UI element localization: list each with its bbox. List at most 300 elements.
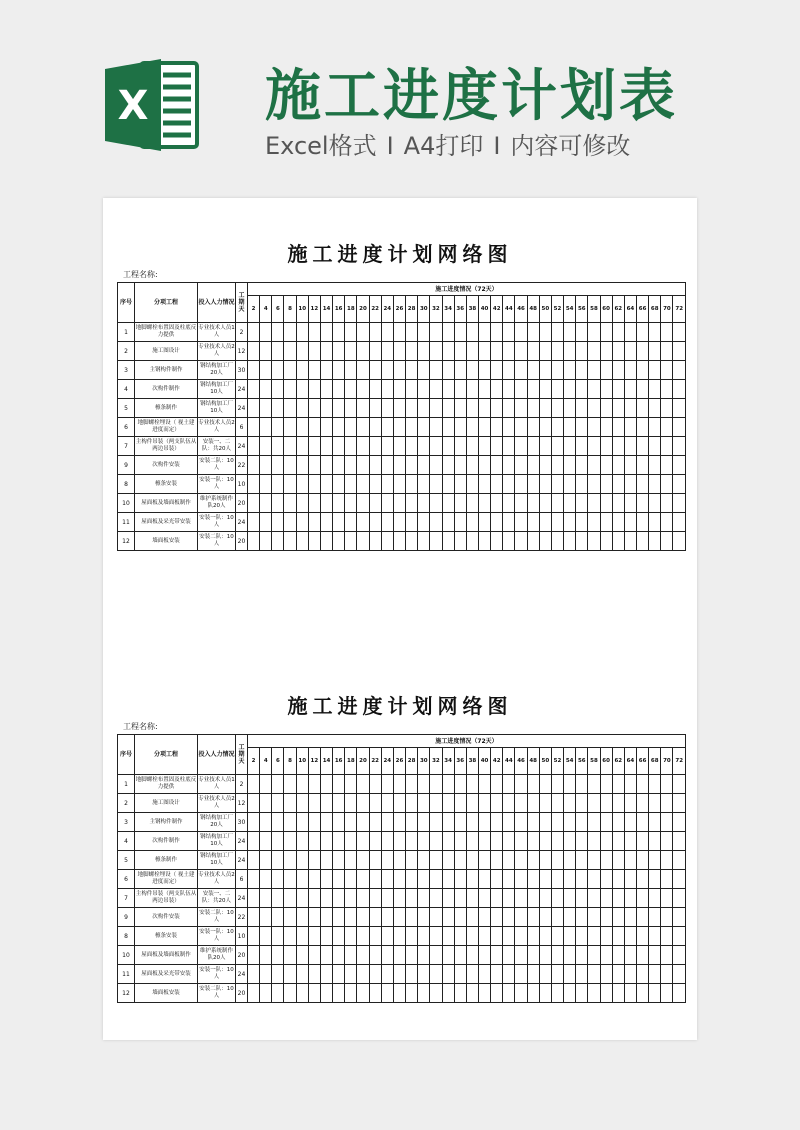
gantt-cell xyxy=(539,889,551,908)
gantt-cell xyxy=(600,965,612,984)
gantt-cell xyxy=(442,342,454,361)
gantt-cell xyxy=(296,984,308,1003)
row-duration: 24 xyxy=(236,851,248,870)
day-tick: 6 xyxy=(272,748,284,775)
gantt-cell xyxy=(588,851,600,870)
gantt-cell xyxy=(600,323,612,342)
gantt-cell xyxy=(588,832,600,851)
gantt-cell xyxy=(272,889,284,908)
row-work-item: 主钢构件制作 xyxy=(135,813,198,832)
day-tick: 18 xyxy=(345,748,357,775)
gantt-cell xyxy=(308,870,320,889)
gantt-cell xyxy=(491,475,503,494)
gantt-cell xyxy=(600,532,612,551)
table-row xyxy=(118,399,686,418)
gantt-cell xyxy=(491,494,503,513)
day-tick: 10 xyxy=(296,296,308,323)
gantt-cell xyxy=(588,380,600,399)
gantt-cell xyxy=(551,380,563,399)
gantt-cell xyxy=(612,399,624,418)
gantt-cell xyxy=(418,380,430,399)
gantt-cell xyxy=(320,494,332,513)
row-work-item: 地脚螺栓埋设（ 视土建进度而定） xyxy=(135,870,198,889)
row-duration: 30 xyxy=(236,361,248,380)
gantt-cell xyxy=(649,475,661,494)
row-resources: 专业技术人员2人 xyxy=(198,870,236,889)
gantt-cell xyxy=(661,475,673,494)
gantt-cell xyxy=(491,946,503,965)
gantt-cell xyxy=(661,851,673,870)
gantt-cell xyxy=(551,418,563,437)
gantt-cell xyxy=(588,342,600,361)
gantt-cell xyxy=(515,399,527,418)
gantt-cell xyxy=(649,984,661,1003)
gantt-cell xyxy=(637,984,649,1003)
gantt-cell xyxy=(612,418,624,437)
gantt-cell xyxy=(454,475,466,494)
gantt-cell xyxy=(539,342,551,361)
day-tick: 60 xyxy=(600,296,612,323)
row-duration: 30 xyxy=(236,813,248,832)
gantt-cell xyxy=(260,456,272,475)
gantt-cell xyxy=(345,832,357,851)
gantt-cell xyxy=(454,946,466,965)
gantt-cell xyxy=(357,380,369,399)
gantt-cell xyxy=(612,908,624,927)
day-tick: 44 xyxy=(503,296,515,323)
row-duration: 24 xyxy=(236,889,248,908)
row-resources: 专业技术人员2人 xyxy=(198,794,236,813)
gantt-cell xyxy=(442,813,454,832)
excel-logo-letter: X xyxy=(117,83,149,129)
gantt-cell xyxy=(454,399,466,418)
gantt-cell xyxy=(539,832,551,851)
gantt-cell xyxy=(624,437,636,456)
table-row xyxy=(118,908,686,927)
row-resources: 安装一队：10人 xyxy=(198,513,236,532)
row-duration: 12 xyxy=(236,794,248,813)
gantt-cell xyxy=(466,494,478,513)
gantt-cell xyxy=(442,908,454,927)
gantt-cell xyxy=(673,475,686,494)
table-row xyxy=(118,870,686,889)
gantt-cell xyxy=(454,418,466,437)
gantt-cell xyxy=(612,456,624,475)
gantt-cell xyxy=(491,832,503,851)
gantt-cell xyxy=(357,889,369,908)
schedule-table xyxy=(117,282,686,551)
table-row xyxy=(118,851,686,870)
gantt-cell xyxy=(515,889,527,908)
row-no: 6 xyxy=(118,418,135,437)
gantt-cell xyxy=(564,870,576,889)
gantt-cell xyxy=(588,532,600,551)
gantt-cell xyxy=(248,813,260,832)
gantt-cell xyxy=(442,965,454,984)
gantt-cell xyxy=(539,984,551,1003)
gantt-cell xyxy=(588,813,600,832)
gantt-cell xyxy=(466,813,478,832)
gantt-cell xyxy=(296,965,308,984)
gantt-cell xyxy=(564,323,576,342)
gantt-cell xyxy=(333,342,345,361)
gantt-cell xyxy=(381,775,393,794)
gantt-cell xyxy=(406,418,418,437)
gantt-cell xyxy=(284,794,296,813)
gantt-cell xyxy=(491,342,503,361)
gantt-cell xyxy=(515,361,527,380)
gantt-cell xyxy=(320,342,332,361)
gantt-cell xyxy=(284,380,296,399)
gantt-cell xyxy=(527,513,539,532)
gantt-cell xyxy=(345,323,357,342)
gantt-cell xyxy=(539,794,551,813)
gantt-cell xyxy=(539,323,551,342)
gantt-cell xyxy=(406,399,418,418)
gantt-cell xyxy=(320,832,332,851)
gantt-cell xyxy=(649,832,661,851)
gantt-cell xyxy=(491,813,503,832)
gantt-cell xyxy=(588,870,600,889)
gantt-cell xyxy=(600,889,612,908)
gantt-cell xyxy=(539,775,551,794)
gantt-cell xyxy=(466,984,478,1003)
gantt-cell xyxy=(515,946,527,965)
gantt-cell xyxy=(576,927,588,946)
gantt-cell xyxy=(503,380,515,399)
gantt-cell xyxy=(357,813,369,832)
gantt-cell xyxy=(296,437,308,456)
gantt-cell xyxy=(284,889,296,908)
gantt-cell xyxy=(600,832,612,851)
gantt-cell xyxy=(649,342,661,361)
gantt-cell xyxy=(564,908,576,927)
gantt-cell xyxy=(357,418,369,437)
gantt-cell xyxy=(406,870,418,889)
gantt-cell xyxy=(260,513,272,532)
gantt-cell xyxy=(357,456,369,475)
gantt-cell xyxy=(491,908,503,927)
day-tick: 52 xyxy=(551,296,563,323)
gantt-cell xyxy=(345,813,357,832)
gantt-cell xyxy=(466,418,478,437)
row-duration: 22 xyxy=(236,908,248,927)
gantt-cell xyxy=(503,775,515,794)
gantt-cell xyxy=(284,456,296,475)
gantt-cell xyxy=(406,946,418,965)
gantt-cell xyxy=(491,851,503,870)
gantt-cell xyxy=(491,380,503,399)
gantt-cell xyxy=(272,437,284,456)
gantt-cell xyxy=(491,456,503,475)
gantt-cell xyxy=(345,965,357,984)
gantt-cell xyxy=(600,513,612,532)
gantt-cell xyxy=(466,908,478,927)
row-no: 1 xyxy=(118,323,135,342)
gantt-cell xyxy=(406,494,418,513)
row-resources: 安装二队：10人 xyxy=(198,984,236,1003)
gantt-cell xyxy=(381,965,393,984)
gantt-cell xyxy=(333,437,345,456)
gantt-cell xyxy=(381,984,393,1003)
row-duration: 2 xyxy=(236,775,248,794)
gantt-cell xyxy=(576,984,588,1003)
row-duration: 24 xyxy=(236,832,248,851)
row-work-item: 次构件安装 xyxy=(135,456,198,475)
gantt-cell xyxy=(612,870,624,889)
gantt-cell xyxy=(564,927,576,946)
row-duration: 24 xyxy=(236,399,248,418)
gantt-cell xyxy=(357,927,369,946)
gantt-cell xyxy=(308,475,320,494)
gantt-cell xyxy=(576,965,588,984)
gantt-cell xyxy=(333,418,345,437)
gantt-cell xyxy=(612,513,624,532)
gantt-cell xyxy=(406,456,418,475)
gantt-cell xyxy=(248,965,260,984)
gantt-cell xyxy=(503,870,515,889)
gantt-cell xyxy=(503,946,515,965)
row-no: 4 xyxy=(118,832,135,851)
row-resources: 钢结构加工厂10人 xyxy=(198,832,236,851)
gantt-cell xyxy=(296,851,308,870)
gantt-cell xyxy=(430,927,442,946)
gantt-cell xyxy=(661,323,673,342)
row-no: 11 xyxy=(118,965,135,984)
gantt-cell xyxy=(260,946,272,965)
gantt-cell xyxy=(673,494,686,513)
gantt-cell xyxy=(284,813,296,832)
gantt-cell xyxy=(527,889,539,908)
header-work-item: 分项工程 xyxy=(135,283,198,323)
gantt-cell xyxy=(381,870,393,889)
gantt-cell xyxy=(478,380,490,399)
gantt-cell xyxy=(588,908,600,927)
gantt-cell xyxy=(260,813,272,832)
gantt-cell xyxy=(649,418,661,437)
gantt-cell xyxy=(272,794,284,813)
gantt-cell xyxy=(600,984,612,1003)
gantt-cell xyxy=(551,813,563,832)
gantt-cell xyxy=(284,494,296,513)
gantt-cell xyxy=(430,813,442,832)
gantt-cell xyxy=(624,946,636,965)
gantt-cell xyxy=(576,813,588,832)
gantt-cell xyxy=(430,437,442,456)
gantt-cell xyxy=(357,399,369,418)
gantt-cell xyxy=(248,475,260,494)
gantt-cell xyxy=(478,342,490,361)
gantt-cell xyxy=(478,475,490,494)
gantt-cell xyxy=(393,851,405,870)
day-tick: 36 xyxy=(454,748,466,775)
row-no: 7 xyxy=(118,437,135,456)
gantt-cell xyxy=(527,832,539,851)
gantt-cell xyxy=(600,851,612,870)
row-duration: 20 xyxy=(236,946,248,965)
gantt-cell xyxy=(539,494,551,513)
gantt-cell xyxy=(637,794,649,813)
gantt-cell xyxy=(454,832,466,851)
row-no: 12 xyxy=(118,532,135,551)
gantt-cell xyxy=(308,908,320,927)
gantt-cell xyxy=(442,380,454,399)
gantt-cell xyxy=(418,456,430,475)
row-work-item: 主构件吊装（两支队伍从两边吊装） xyxy=(135,437,198,456)
gantt-cell xyxy=(308,984,320,1003)
row-no: 1 xyxy=(118,775,135,794)
gantt-cell xyxy=(393,889,405,908)
gantt-cell xyxy=(320,794,332,813)
gantt-cell xyxy=(515,323,527,342)
gantt-cell xyxy=(369,851,381,870)
gantt-cell xyxy=(333,399,345,418)
gantt-cell xyxy=(296,889,308,908)
gantt-cell xyxy=(661,908,673,927)
gantt-cell xyxy=(320,456,332,475)
row-work-item: 施工图设计 xyxy=(135,794,198,813)
gantt-cell xyxy=(661,437,673,456)
gantt-cell xyxy=(515,832,527,851)
gantt-cell xyxy=(272,927,284,946)
gantt-cell xyxy=(673,418,686,437)
gantt-cell xyxy=(515,437,527,456)
gantt-cell xyxy=(454,965,466,984)
gantt-cell xyxy=(673,889,686,908)
gantt-cell xyxy=(478,832,490,851)
gantt-cell xyxy=(478,813,490,832)
gantt-cell xyxy=(612,361,624,380)
day-tick: 34 xyxy=(442,748,454,775)
row-duration: 24 xyxy=(236,380,248,399)
row-no: 10 xyxy=(118,494,135,513)
gantt-cell xyxy=(551,494,563,513)
row-duration: 24 xyxy=(236,513,248,532)
gantt-cell xyxy=(478,984,490,1003)
gantt-cell xyxy=(551,794,563,813)
gantt-cell xyxy=(296,494,308,513)
gantt-cell xyxy=(296,513,308,532)
gantt-cell xyxy=(515,532,527,551)
gantt-cell xyxy=(345,361,357,380)
gantt-cell xyxy=(320,775,332,794)
gantt-cell xyxy=(527,946,539,965)
gantt-cell xyxy=(369,513,381,532)
gantt-cell xyxy=(333,889,345,908)
day-tick: 18 xyxy=(345,296,357,323)
gantt-cell xyxy=(260,927,272,946)
subtitle-print: A4打印 xyxy=(403,132,484,160)
gantt-cell xyxy=(260,965,272,984)
gantt-cell xyxy=(564,494,576,513)
row-work-item: 屋面板及采光带安装 xyxy=(135,965,198,984)
gantt-cell xyxy=(284,775,296,794)
gantt-cell xyxy=(466,361,478,380)
gantt-cell xyxy=(551,361,563,380)
gantt-cell xyxy=(600,475,612,494)
day-tick: 12 xyxy=(308,748,320,775)
gantt-cell xyxy=(406,889,418,908)
gantt-cell xyxy=(284,361,296,380)
gantt-cell xyxy=(296,908,308,927)
gantt-cell xyxy=(612,532,624,551)
gantt-cell xyxy=(357,532,369,551)
gantt-cell xyxy=(406,965,418,984)
row-work-item: 地脚螺栓布置固及柱底反力提供 xyxy=(135,323,198,342)
gantt-cell xyxy=(430,380,442,399)
gantt-cell xyxy=(248,946,260,965)
gantt-cell xyxy=(649,399,661,418)
gantt-cell xyxy=(503,813,515,832)
row-resources: 钢结构加工厂10人 xyxy=(198,380,236,399)
gantt-cell xyxy=(637,832,649,851)
gantt-cell xyxy=(503,965,515,984)
row-resources: 安装一队：10人 xyxy=(198,965,236,984)
gantt-cell xyxy=(272,418,284,437)
gantt-cell xyxy=(673,794,686,813)
row-duration: 22 xyxy=(236,456,248,475)
gantt-cell xyxy=(272,513,284,532)
gantt-cell xyxy=(369,870,381,889)
day-tick: 6 xyxy=(272,296,284,323)
day-tick: 14 xyxy=(320,296,332,323)
gantt-cell xyxy=(564,946,576,965)
gantt-cell xyxy=(612,775,624,794)
gantt-cell xyxy=(442,984,454,1003)
gantt-cell xyxy=(418,794,430,813)
gantt-cell xyxy=(345,775,357,794)
gantt-cell xyxy=(248,380,260,399)
gantt-cell xyxy=(637,399,649,418)
gantt-cell xyxy=(406,437,418,456)
gantt-cell xyxy=(369,475,381,494)
gantt-cell xyxy=(333,513,345,532)
gantt-cell xyxy=(381,851,393,870)
day-tick: 46 xyxy=(515,296,527,323)
gantt-cell xyxy=(333,494,345,513)
day-tick: 56 xyxy=(576,296,588,323)
table-row xyxy=(118,794,686,813)
gantt-cell xyxy=(369,361,381,380)
gantt-cell xyxy=(454,532,466,551)
gantt-cell xyxy=(430,399,442,418)
gantt-cell xyxy=(442,927,454,946)
header-duration: 工期天 xyxy=(236,283,248,323)
gantt-cell xyxy=(393,342,405,361)
gantt-cell xyxy=(649,794,661,813)
table-row xyxy=(118,342,686,361)
gantt-cell xyxy=(430,908,442,927)
gantt-cell xyxy=(381,323,393,342)
day-tick: 20 xyxy=(357,296,369,323)
gantt-cell xyxy=(418,475,430,494)
gantt-cell xyxy=(369,775,381,794)
gantt-cell xyxy=(345,456,357,475)
gantt-cell xyxy=(369,984,381,1003)
gantt-cell xyxy=(661,494,673,513)
gantt-cell xyxy=(430,323,442,342)
gantt-cell xyxy=(442,418,454,437)
row-work-item: 次构件制作 xyxy=(135,832,198,851)
gantt-cell xyxy=(539,475,551,494)
gantt-cell xyxy=(320,908,332,927)
gantt-cell xyxy=(539,532,551,551)
gantt-cell xyxy=(369,832,381,851)
gantt-cell xyxy=(284,437,296,456)
gantt-cell xyxy=(503,984,515,1003)
gantt-cell xyxy=(406,361,418,380)
gantt-cell xyxy=(503,456,515,475)
